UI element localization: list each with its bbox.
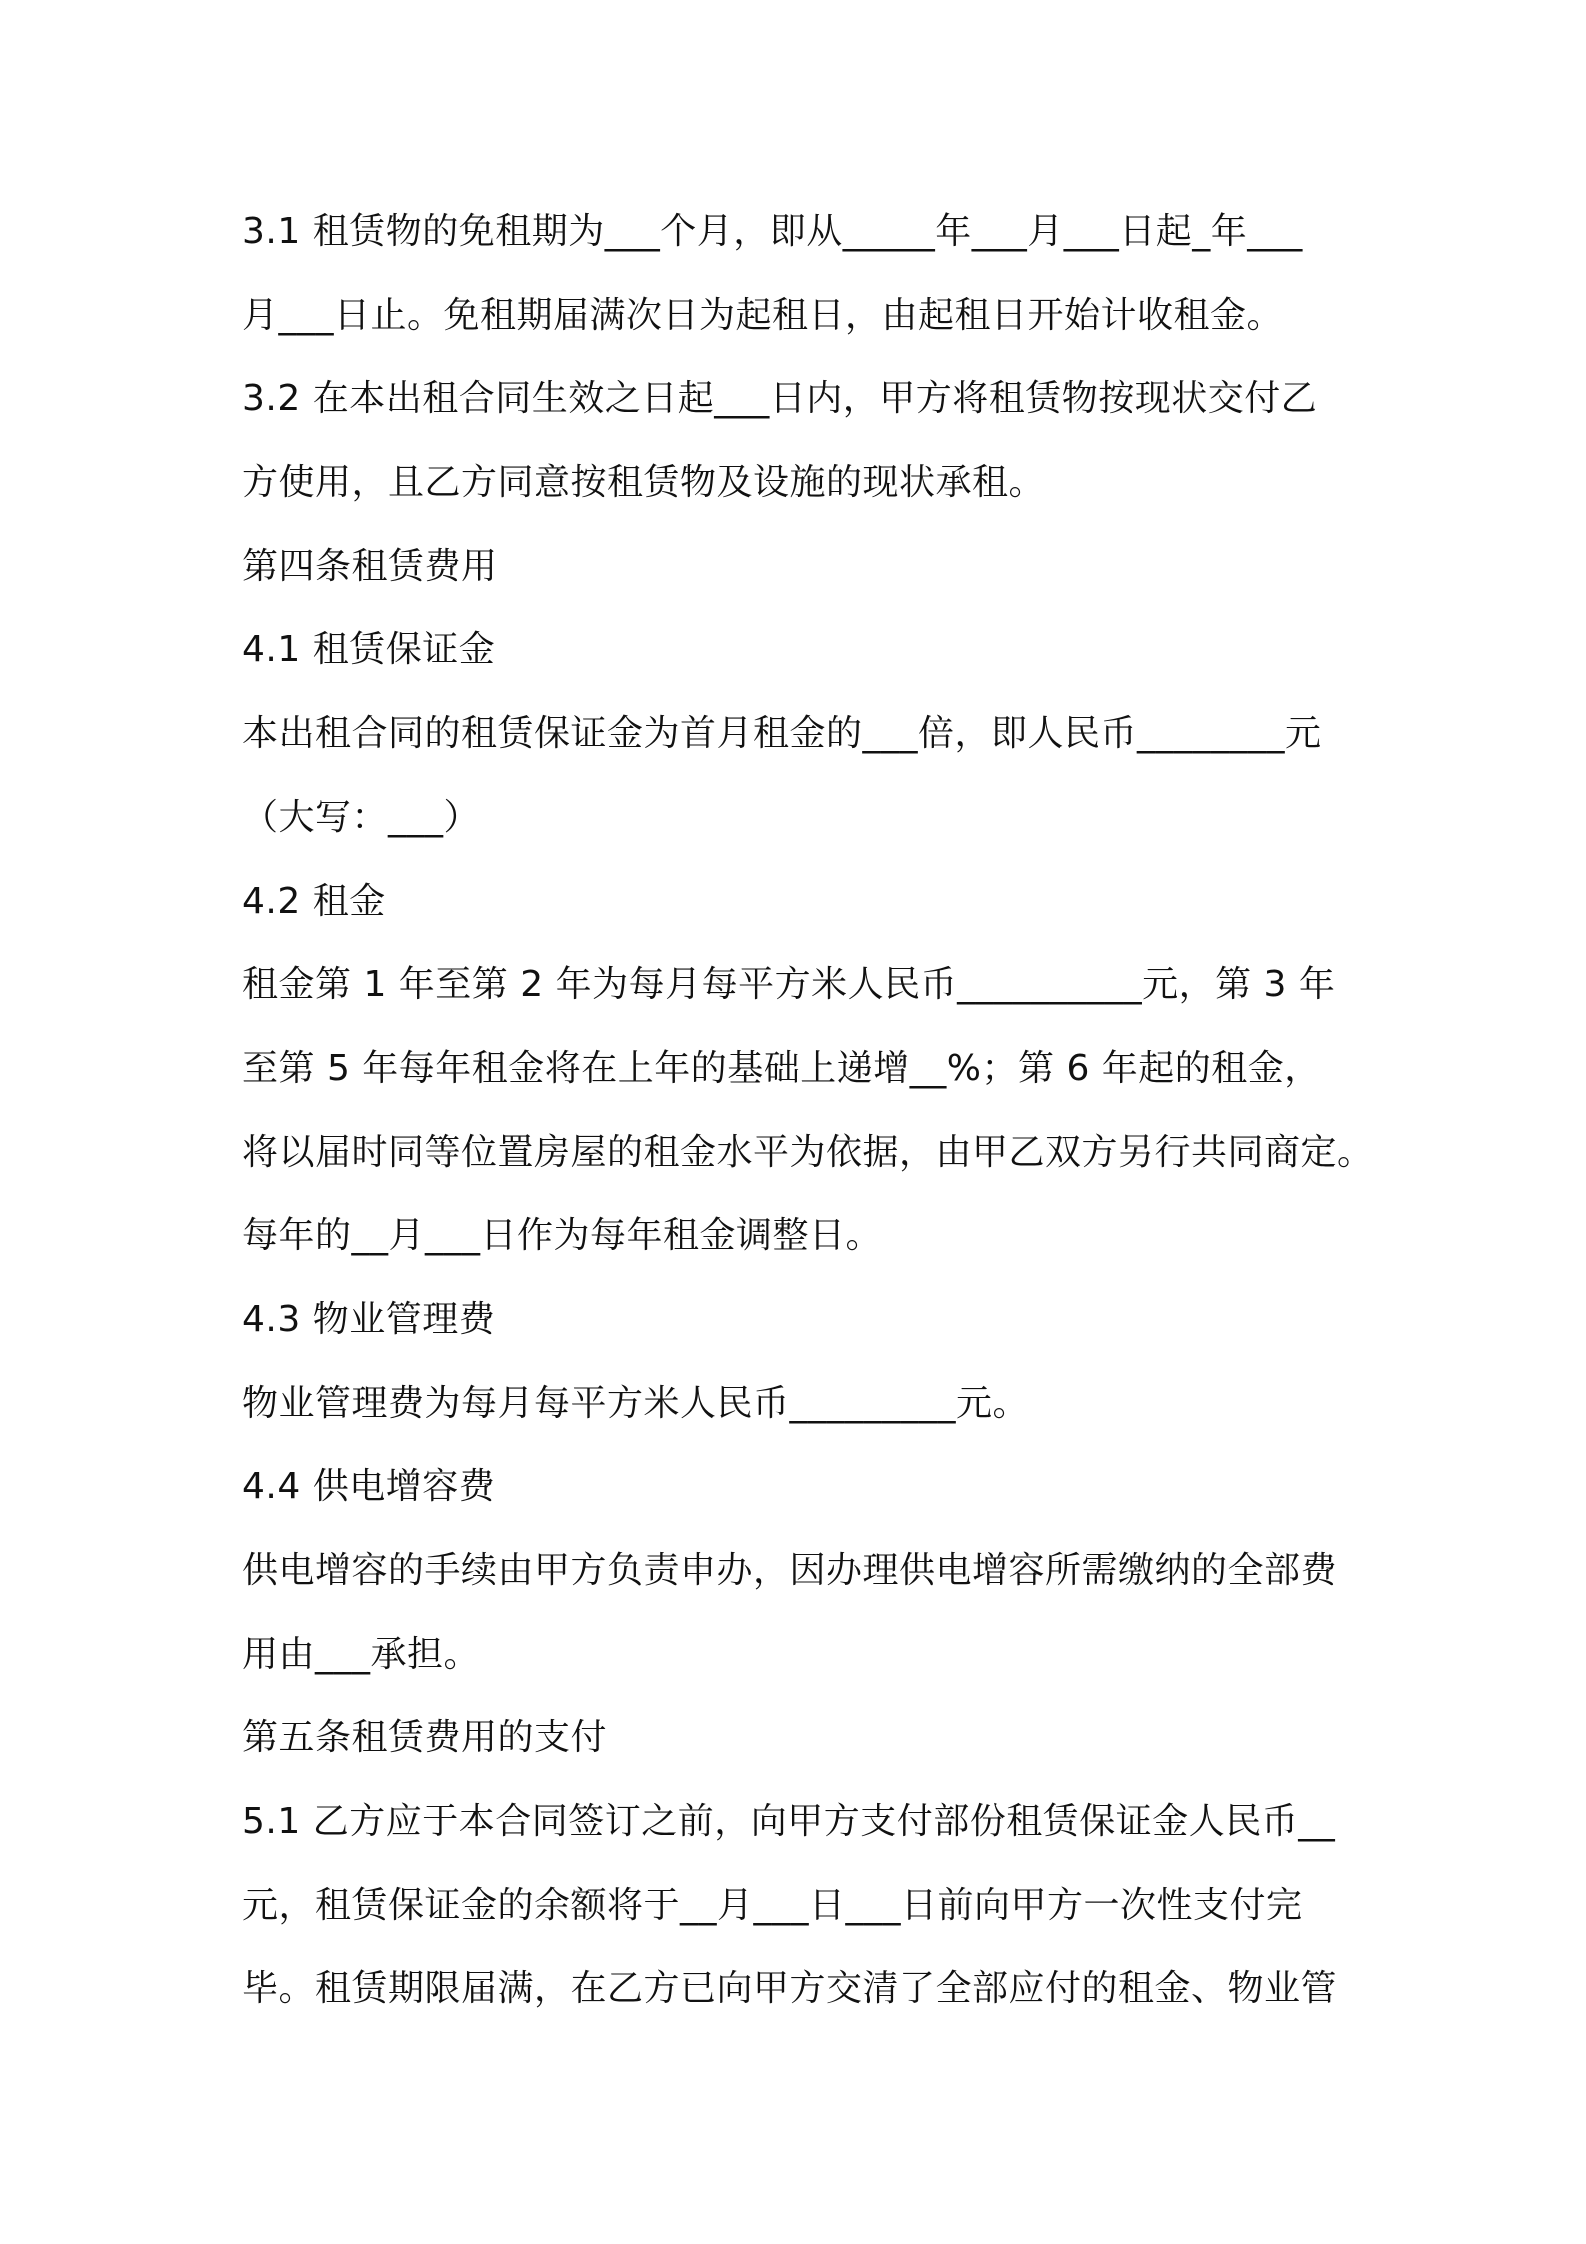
section-4-4-heading: 4.4 供电增容费 bbox=[242, 1466, 496, 1508]
clause-3-1-line-1: 3.1 租赁物的免租期为___个月，即从_____年___月___日起_年___ bbox=[242, 211, 1303, 252]
clause-3-2-line-1: 3.2 在本出租合同生效之日起___日内，甲方将租赁物按现状交付乙 bbox=[242, 378, 1318, 420]
article-5-heading: 第五条租赁费用的支付 bbox=[242, 1717, 608, 1759]
rent-line-3: 将以届时同等位置房屋的租金水平为依据，由甲乙双方另行共同商定。 bbox=[242, 1131, 1374, 1173]
power-fee-line-1: 供电增容的手续由甲方负责申办，因办理供电增容所需缴纳的全部费 bbox=[242, 1550, 1338, 1591]
power-fee-line-2: 用由___承担。 bbox=[242, 1633, 481, 1675]
section-4-1-heading: 4.1 租赁保证金 bbox=[242, 629, 496, 671]
rent-line-4: 每年的__月___日作为每年租金调整日。 bbox=[242, 1215, 883, 1257]
clause-5-1-line-3: 毕。租赁期限届满，在乙方已向甲方交清了全部应付的租金、物业管 bbox=[242, 1968, 1338, 2010]
clause-3-2-line-2: 方使用，且乙方同意按租赁物及设施的现状承租。 bbox=[242, 462, 1046, 504]
rent-line-1: 租金第 1 年至第 2 年为每月每平方米人民币__________元，第 3 年 bbox=[242, 964, 1336, 1006]
rent-line-2: 至第 5 年每年租金将在上年的基础上递增__%；第 6 年起的租金， bbox=[242, 1047, 1321, 1089]
deposit-line-1: 本出租合同的租赁保证金为首月租金的___倍，即人民币________元 bbox=[242, 713, 1322, 755]
clause-3-1-line-2: 月___日止。免租期届满次日为起租日，由起租日开始计收租金。 bbox=[242, 294, 1284, 336]
section-4-3-heading: 4.3 物业管理费 bbox=[242, 1298, 496, 1340]
deposit-line-2: （大写：___） bbox=[242, 796, 481, 838]
property-fee-line: 物业管理费为每月每平方米人民币_________元。 bbox=[242, 1382, 1030, 1424]
section-4-2-heading: 4.2 租金 bbox=[242, 880, 386, 922]
article-4-heading: 第四条租赁费用 bbox=[242, 545, 498, 587]
document-body bbox=[242, 197, 1382, 2038]
clause-5-1-line-2: 元，租赁保证金的余额将于__月___日___日前向甲方一次性支付完 bbox=[242, 1884, 1303, 1926]
clause-5-1-line-1: 5.1 乙方应于本合同签订之前，向甲方支付部份租赁保证金人民币__ bbox=[242, 1801, 1336, 1843]
